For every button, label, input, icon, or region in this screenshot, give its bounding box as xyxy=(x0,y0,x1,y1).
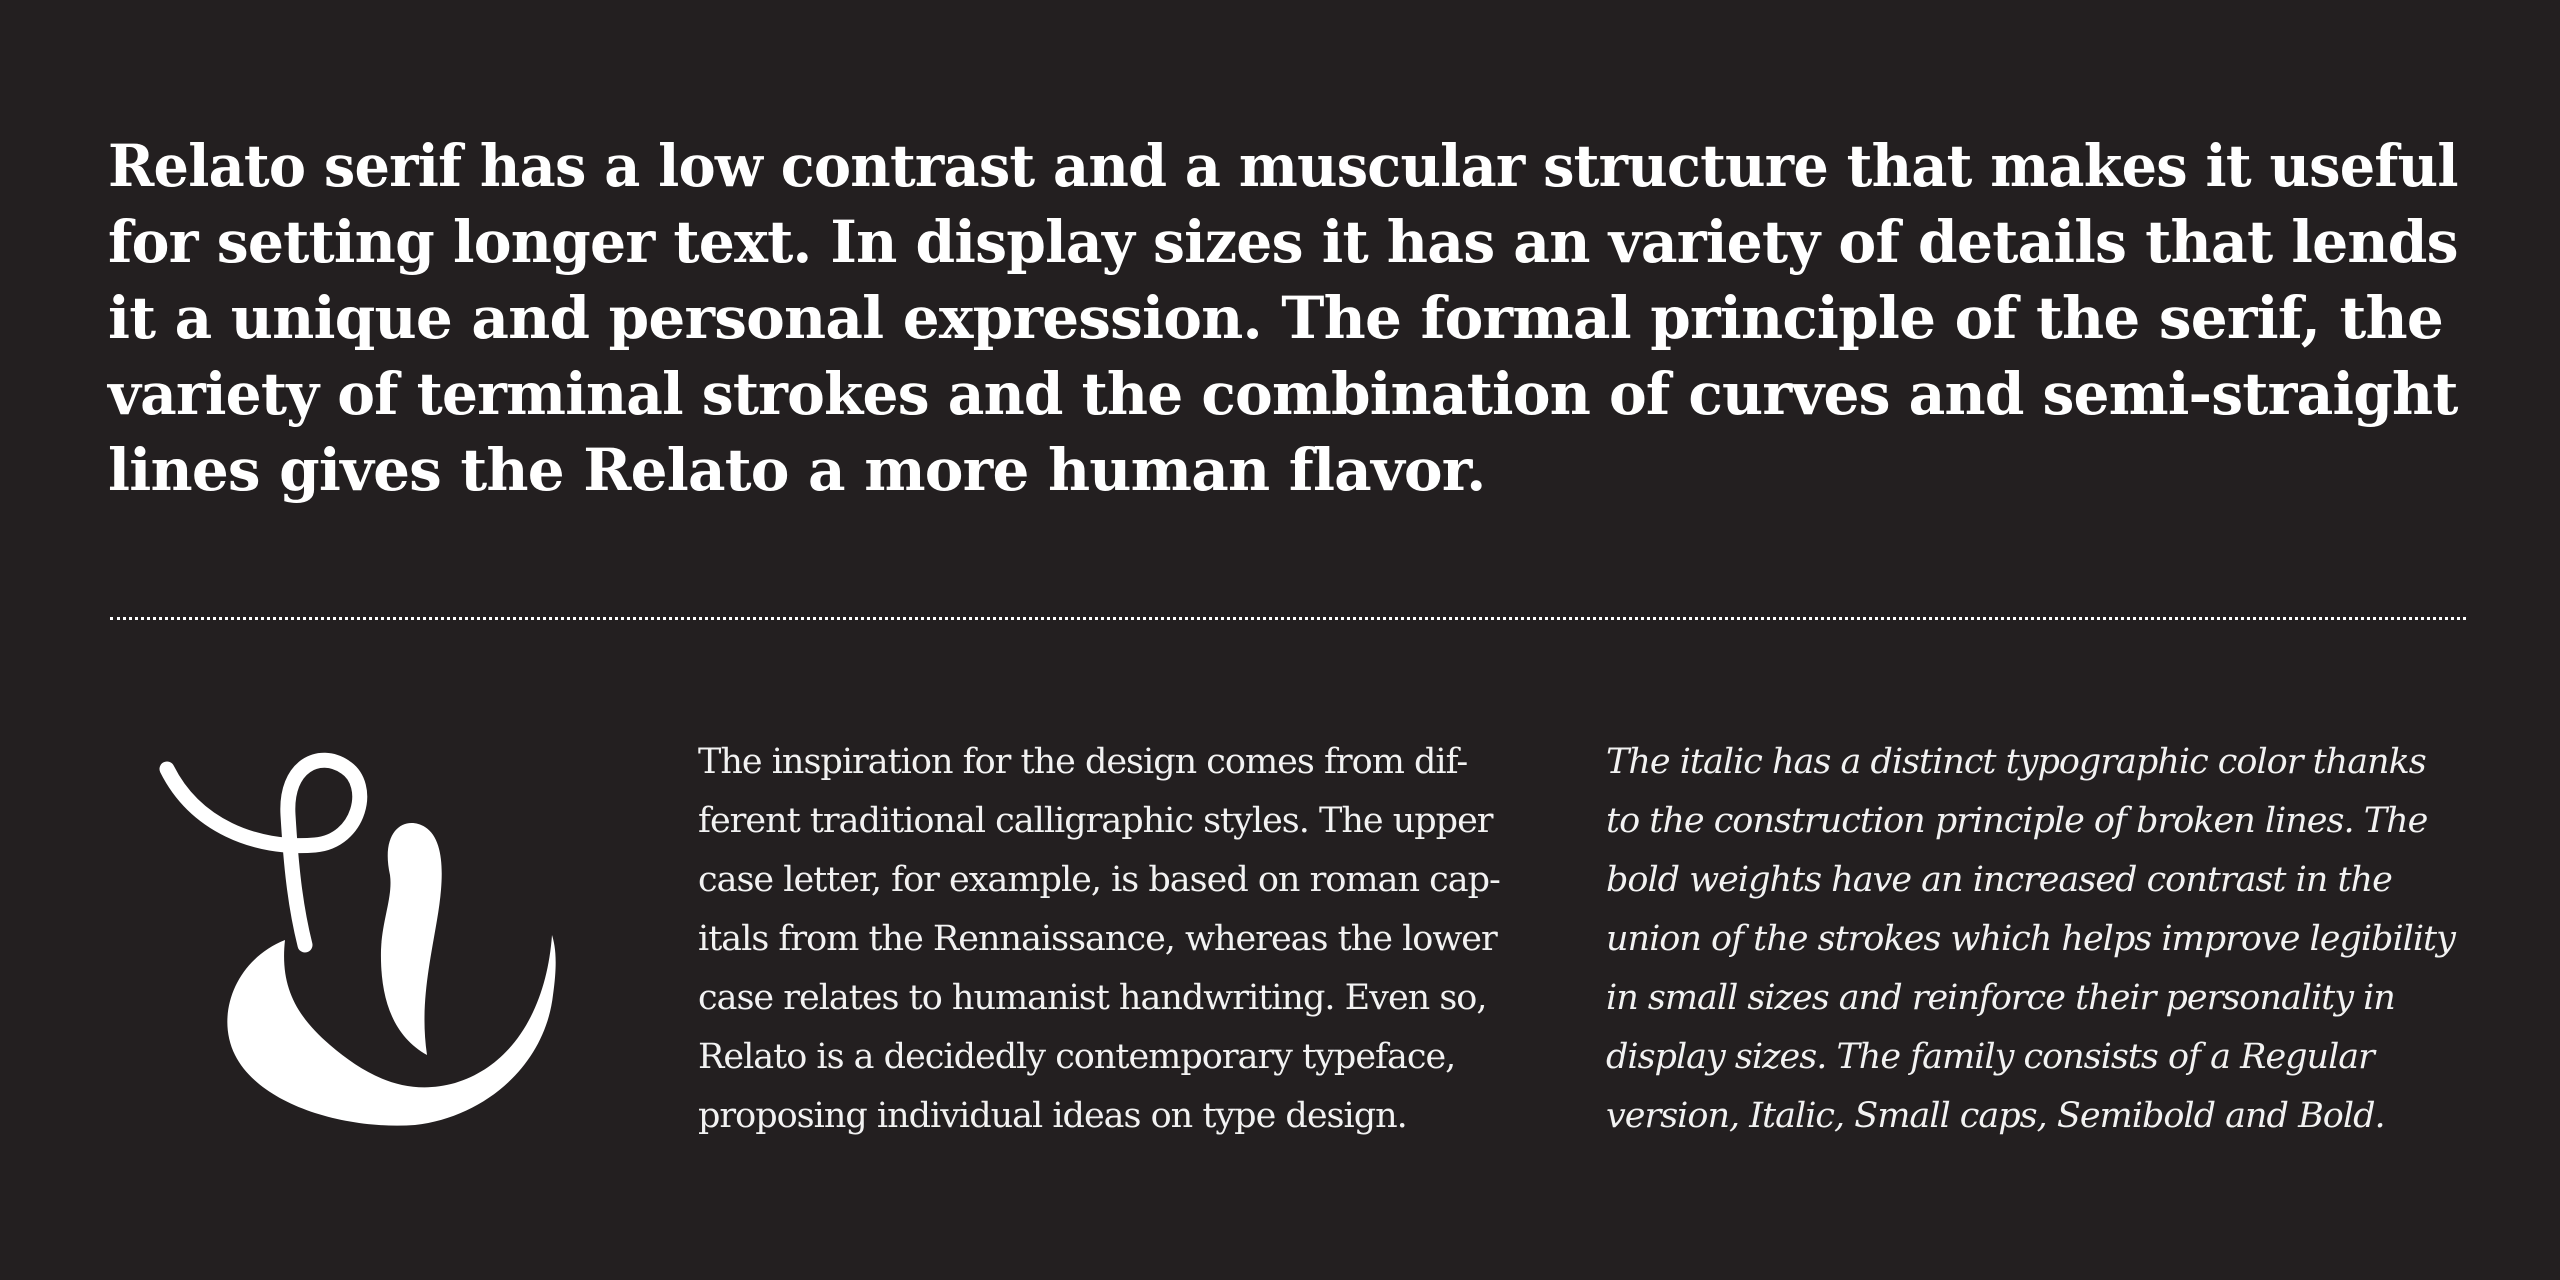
italic-line: union of the strokes which helps improve legibility xyxy=(1606,919,2455,959)
italic-text-column xyxy=(1606,733,2486,1146)
headline-line: lines gives the Relato a more human flavor. xyxy=(108,436,1486,504)
glyph-teardrop xyxy=(381,823,442,1055)
regular-line: case letter, for example, is based on roman cap- xyxy=(698,860,1500,900)
italic-line: The italic has a distinct typographic color thanks xyxy=(1606,742,2426,782)
italic-line: in small sizes and reinforce their personality in xyxy=(1606,978,2395,1018)
regular-text-column xyxy=(698,733,1578,1146)
headline-line: it a unique and personal expression. The formal principle of the serif, the xyxy=(108,284,2443,352)
regular-line: itals from the Rennaissance, whereas the lower xyxy=(698,919,1497,959)
regular-line: proposing individual ideas on type design. xyxy=(698,1096,1407,1136)
headline-line: Relato serif has a low contrast and a muscular structure that makes it useful xyxy=(108,132,2458,200)
italic-line: version, Italic, Small caps, Semibold and Bold. xyxy=(1606,1096,2385,1136)
ampersand-glyph-icon xyxy=(155,745,575,1145)
regular-line: Relato is a decidedly contemporary typeface, xyxy=(698,1037,1456,1077)
headline-line: variety of terminal strokes and the combination of curves and semi-straight xyxy=(108,360,2458,428)
italic-line: bold weights have an increased contrast in the xyxy=(1606,860,2392,900)
headline-line: for setting longer text. In display sizes it has an variety of details that lends xyxy=(108,208,2458,276)
italic-line: display sizes. The family consists of a Regular xyxy=(1606,1037,2374,1077)
dotted-divider xyxy=(110,617,2466,620)
regular-line: The inspiration for the design comes from dif- xyxy=(698,742,1468,782)
glyph-swash xyxy=(167,760,360,945)
headline-paragraph xyxy=(108,128,2458,508)
regular-line: case relates to humanist handwriting. Even so, xyxy=(698,978,1487,1018)
italic-line: to the construction principle of broken lines. The xyxy=(1606,801,2428,841)
regular-line: ferent traditional calligraphic styles. The upper xyxy=(698,801,1493,841)
